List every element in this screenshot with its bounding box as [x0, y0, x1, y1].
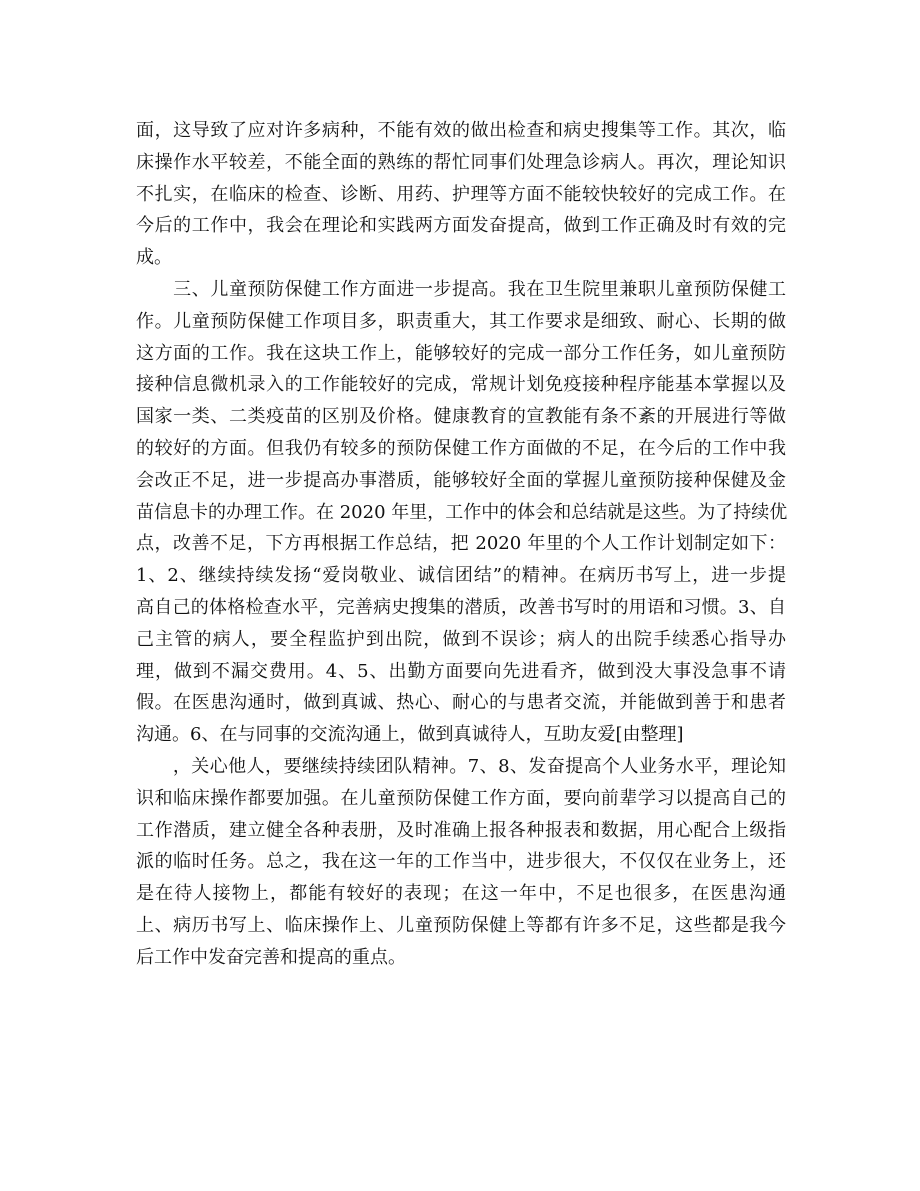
text-line: 工作潜质，建立健全各种表册，及时准确上报各种报表和数据，用心配合上级指 [136, 819, 786, 841]
text-line: 床操作水平较差，不能全面的熟练的帮忙同事们处理急诊病人。再次，理论知识 [136, 151, 786, 173]
text-line: 接种信息微机录入的工作能较好的完成，常规计划免疫接种程序能基本掌握以及 [136, 374, 786, 396]
text-line: 的较好的方面。但我仍有较多的预防保健工作方面做的不足，在今后的工作中我 [136, 437, 786, 459]
text-line: 点，改善不足，下方再根据工作总结，把 2020 年里的个人工作计划制定如下： [136, 533, 786, 555]
text-line: 国家一类、二类疫苗的区别及价格。健康教育的宣教能有条不紊的开展进行等做 [136, 406, 786, 428]
text-line: 识和临床操作都要加强。在儿童预防保健工作方面，要向前辈学习以提高自己的 [136, 787, 786, 809]
text-line: 是在待人接物上，都能有较好的表现；在这一年中，不足也很多，在医患沟通 [136, 883, 786, 905]
text-line: 己主管的病人，要全程监护到出院，做到不误诊；病人的出院手续悉心指导办 [136, 628, 786, 650]
text-line: 作。儿童预防保健工作项目多，职责重大，其工作要求是细致、耐心、长期的做 [136, 310, 786, 332]
text-line: 高自己的体格检查水平，完善病史搜集的潜质，改善书写时的用语和习惯。3、自 [136, 596, 786, 618]
text-line: 1、2、继续持续发扬“爱岗敬业、诚信团结”的精神。在病历书写上，进一步提 [136, 565, 786, 587]
text-line: 今后的工作中，我会在理论和实践两方面发奋提高，做到工作正确及时有效的完 [136, 215, 786, 237]
text-line: 理，做到不漏交费用。4、5、出勤方面要向先进看齐，做到没大事没急事不请 [136, 660, 786, 682]
text-line: 三、儿童预防保健工作方面进一步提高。我在卫生院里兼职儿童预防保健工 [136, 278, 786, 300]
text-line: 假。在医患沟通时，做到真诚、热心、耐心的与患者交流，并能做到善于和患者 [136, 692, 786, 714]
text-line: 会改正不足，进一步提高办事潜质，能够较好全面的掌握儿童预防接种保健及金 [136, 469, 786, 491]
text-line: 这方面的工作。我在这块工作上，能够较好的完成一部分工作任务，如儿童预防 [136, 342, 786, 364]
text-line: 上、病历书写上、临床操作上、儿童预防保健上等都有许多不足，这些都是我今 [136, 914, 786, 936]
text-line: 派的临时任务。总之，我在这一年的工作当中，进步很大，不仅仅在业务上，还 [136, 851, 786, 873]
document-body [136, 115, 786, 974]
text-line: 不扎实，在临床的检查、诊断、用药、护理等方面不能较快较好的完成工作。在 [136, 183, 786, 205]
text-line: ，关心他人，要继续持续团队精神。7、8、发奋提高个人业务水平，理论知 [136, 755, 786, 777]
text-line: 成。 [136, 247, 172, 269]
text-line: 苗信息卡的办理工作。在 2020 年里，工作中的体会和总结就是这些。为了持续优 [136, 501, 788, 523]
text-line: 后工作中发奋完善和提高的重点。 [136, 946, 406, 968]
text-line: 沟通。6、在与同事的交流沟通上，做到真诚待人，互助友爱[由整理] [136, 724, 684, 746]
text-line: 面，这导致了应对许多病种，不能有效的做出检查和病史搜集等工作。其次，临 [136, 120, 786, 141]
